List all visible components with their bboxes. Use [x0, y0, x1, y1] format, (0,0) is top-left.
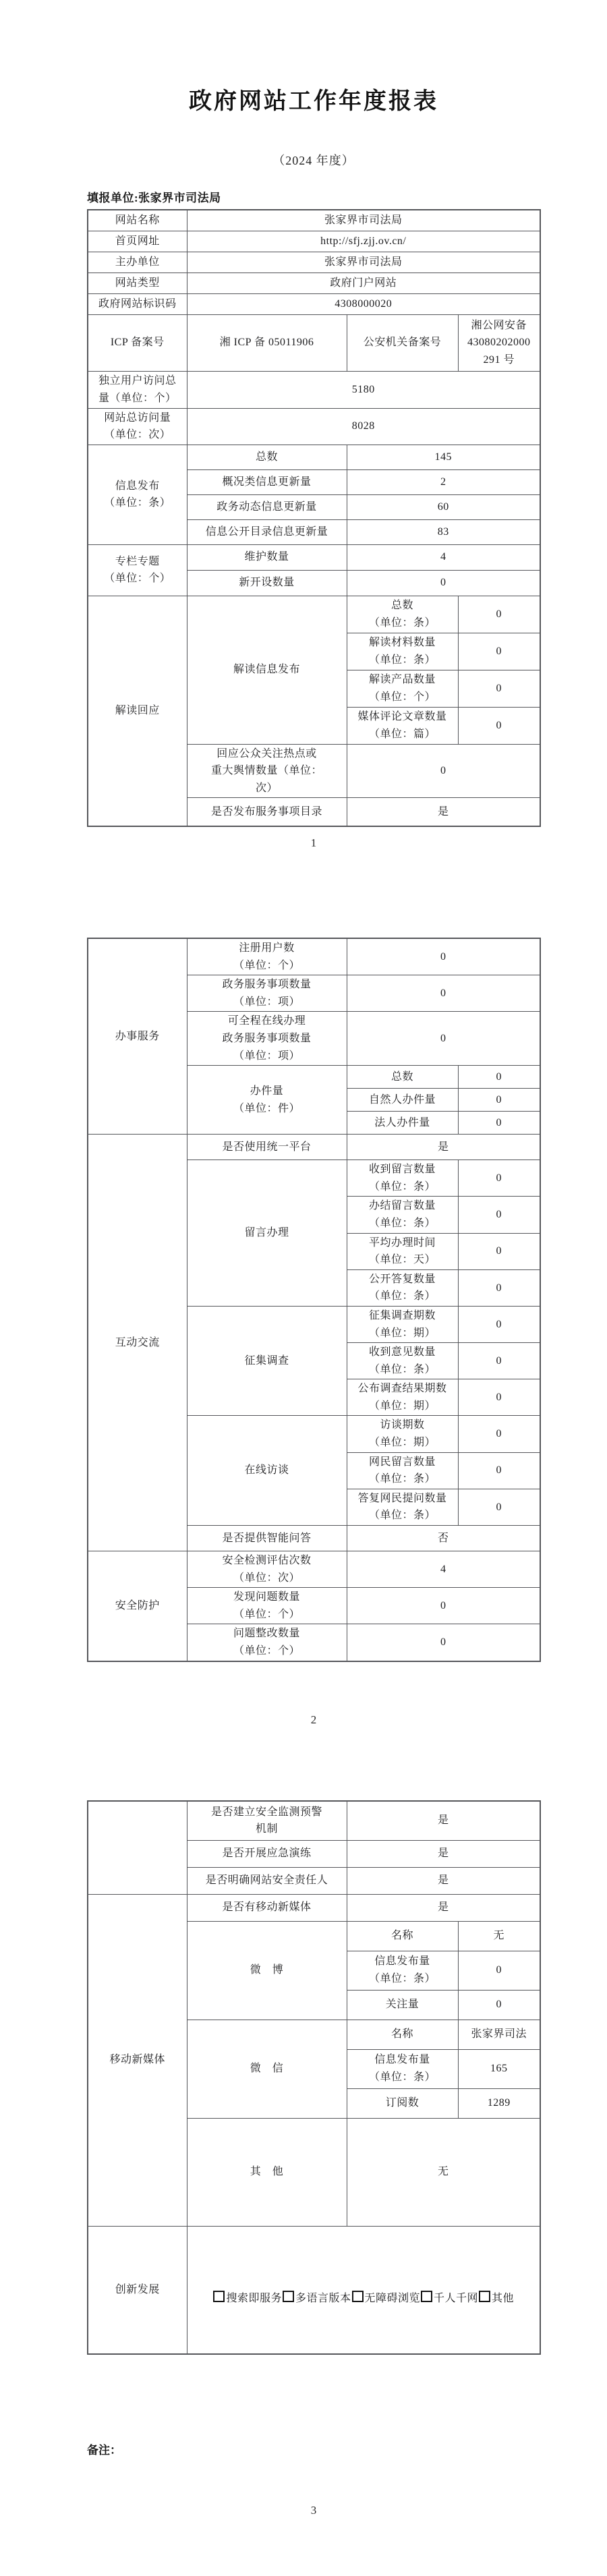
- smart-qa-value: 否: [347, 1526, 540, 1551]
- unified-platform-value: 是: [347, 1135, 540, 1160]
- table-row: [88, 544, 540, 570]
- innovation-option-label: 多语言版本: [295, 2292, 351, 2304]
- service-directory-value: 是: [347, 798, 540, 826]
- interpret-publish-label: 解读信息发布: [187, 596, 347, 744]
- innovation-option: [282, 2293, 351, 2304]
- checkbox-icon: [479, 2291, 490, 2302]
- police-filing-value: 湘公网安备 43080202000 291 号: [458, 314, 540, 371]
- sub-row-value: 0: [347, 1588, 540, 1624]
- sub-row-value: 0: [458, 1452, 540, 1489]
- sub-row-value: 4: [347, 1551, 540, 1588]
- table-row: [88, 1135, 540, 1160]
- security-cont-empty-cell: [88, 1801, 187, 1894]
- mobile-media-group-label: 移动新媒体: [88, 1894, 187, 2226]
- table-row: [88, 371, 540, 408]
- sub-row-value: 0: [458, 1489, 540, 1525]
- sub-row-label: 是否明确网站安全责任人: [187, 1867, 347, 1894]
- innovation-option-label: 搜索即服务: [226, 2292, 282, 2304]
- sub-row-value: 0: [458, 1306, 540, 1342]
- sub-row-label: 政务动态信息更新量: [187, 494, 347, 519]
- sub-row-label: 总数 （单位：条）: [347, 596, 458, 633]
- sub-row-label: 政务服务事项数量 （单位：项）: [187, 975, 347, 1012]
- sub-row-label: 名称: [347, 2020, 458, 2049]
- home-url-value: http://sfj.zjj.ov.cn/: [187, 231, 540, 252]
- sub-row-value: 是: [347, 1840, 540, 1867]
- sub-row-label: 名称: [347, 1921, 458, 1951]
- checkbox-icon: [283, 2291, 294, 2302]
- sub-row-label: 问题整改数量 （单位：个）: [187, 1624, 347, 1661]
- sub-row-value: 0: [458, 633, 540, 670]
- sub-row-value: 0: [347, 1624, 540, 1661]
- table-row: [88, 314, 540, 371]
- sub-row-label: 新开设数量: [187, 570, 347, 596]
- table-row: [88, 2226, 540, 2354]
- report-year-subtitle: （2024 年度）: [272, 154, 355, 167]
- other-media-value: 无: [347, 2118, 540, 2226]
- sub-row-value: 0: [458, 1990, 540, 2020]
- unified-platform-label: 是否使用统一平台: [187, 1135, 347, 1160]
- police-filing-label: 公安机关备案号: [347, 314, 458, 371]
- sub-row-label: 概况类信息更新量: [187, 469, 347, 494]
- message-handling-label: 留言办理: [187, 1160, 347, 1307]
- sub-row-value: 0: [458, 1343, 540, 1379]
- interview-label: 在线访谈: [187, 1416, 347, 1526]
- sponsor-label: 主办单位: [88, 252, 187, 273]
- unique-visitors-label: 独立用户访问总 量（单位：个）: [88, 371, 187, 408]
- sub-row-label: 订阅数: [347, 2088, 458, 2118]
- sub-row-label: 信息发布量 （单位：条）: [347, 1951, 458, 1990]
- sub-row-value: 0: [458, 1416, 540, 1452]
- page2-table: [87, 938, 541, 1662]
- sub-row-value: 是: [347, 1867, 540, 1894]
- sub-row-value: 0: [458, 707, 540, 744]
- innovation-option-label: 无障碍浏览: [364, 2292, 421, 2304]
- hot-response-label: 回应公众关注热点或 重大舆情数量（单位： 次）: [187, 744, 347, 798]
- total-visits-value: 8028: [187, 408, 540, 445]
- sub-row-value: 165: [458, 2049, 540, 2088]
- table-row: [88, 210, 540, 231]
- sub-row-value: 0: [458, 1089, 540, 1112]
- sub-row-value: 0: [458, 1160, 540, 1197]
- sub-row-label: 维护数量: [187, 544, 347, 570]
- sub-row-value: 0: [458, 1379, 540, 1416]
- table-row: [88, 445, 540, 469]
- wechat-label: 微 信: [187, 2020, 347, 2118]
- sub-row-value: 145: [347, 445, 540, 469]
- table-row: [88, 231, 540, 252]
- sub-row-label: 征集调查期数 （单位：期）: [347, 1306, 458, 1342]
- sponsor-value: 张家界市司法局: [187, 252, 540, 273]
- info-publish-group-label: 信息发布 （单位：条）: [88, 445, 187, 544]
- sub-row-label: 网民留言数量 （单位：条）: [347, 1452, 458, 1489]
- innovation-option: [478, 2293, 514, 2304]
- sub-row-label: 自然人办件量: [347, 1089, 458, 1112]
- table-row: [88, 1801, 540, 1840]
- sub-row-label: 可全程在线办理 政务服务事项数量 （单位：项）: [187, 1012, 347, 1066]
- interpret-group-label: 解读回应: [88, 596, 187, 826]
- table-row: [88, 252, 540, 273]
- innovation-options-cell: [187, 2226, 540, 2354]
- table-row: [88, 408, 540, 445]
- total-visits-label: 网站总访问量 （单位：次）: [88, 408, 187, 445]
- interact-group-label: 互动交流: [88, 1135, 187, 1551]
- sub-row-value: 0: [458, 1066, 540, 1089]
- table-row: [88, 596, 540, 633]
- icp-label: ICP 备案号: [88, 314, 187, 371]
- sub-row-label: 解读产品数量 （单位：个）: [347, 670, 458, 707]
- sub-row-value: 张家界司法: [458, 2020, 540, 2049]
- innovation-option-label: 其他: [492, 2292, 515, 2304]
- site-name-label: 网站名称: [88, 210, 187, 231]
- sub-row-label: 答复网民提问数量 （单位：条）: [347, 1489, 458, 1525]
- page1-table: [87, 209, 541, 827]
- sub-row-value: 0: [458, 1112, 540, 1135]
- sub-row-value: 是: [347, 1801, 540, 1840]
- sub-row-value: 0: [347, 938, 540, 975]
- sub-row-label: 注册用户数 （单位：个）: [187, 938, 347, 975]
- sub-row-label: 总数: [347, 1066, 458, 1089]
- innovation-option: [351, 2293, 421, 2304]
- handling-volume-label: 办件量 （单位：件）: [187, 1066, 347, 1135]
- smart-qa-label: 是否提供智能问答: [187, 1526, 347, 1551]
- sub-row-label: 公开答复数量 （单位：条）: [347, 1269, 458, 1306]
- sub-row-value: 4: [347, 544, 540, 570]
- service-group-label: 办事服务: [88, 938, 187, 1135]
- site-name-value: 张家界市司法局: [187, 210, 540, 231]
- sub-row-value: 0: [458, 1951, 540, 1990]
- unique-visitors-value: 5180: [187, 371, 540, 408]
- icp-value: 湘 ICP 备 05011906: [187, 314, 347, 371]
- sub-row-value: 0: [458, 1269, 540, 1306]
- other-media-label: 其 他: [187, 2118, 347, 2226]
- innovation-group-label: 创新发展: [88, 2226, 187, 2354]
- weibo-label: 微 博: [187, 1921, 347, 2020]
- sub-row-label: 法人办件量: [347, 1112, 458, 1135]
- checkbox-icon: [213, 2291, 225, 2302]
- site-type-value: 政府门户网站: [187, 273, 540, 293]
- innovation-option: [212, 2293, 282, 2304]
- sub-row-value: 0: [458, 1197, 540, 1233]
- sub-row-label: 收到意见数量 （单位：条）: [347, 1343, 458, 1379]
- sub-row-label: 发现问题数量 （单位：个）: [187, 1588, 347, 1624]
- sub-row-label: 是否开展应急演练: [187, 1840, 347, 1867]
- sub-row-label: 总数: [187, 445, 347, 469]
- table-row: [88, 1551, 540, 1588]
- sub-row-value: 0: [458, 1233, 540, 1269]
- page-number-1: 1: [310, 836, 317, 849]
- table-row: [88, 293, 540, 314]
- sub-row-value: 60: [347, 494, 540, 519]
- checkbox-icon: [352, 2291, 364, 2302]
- sub-row-label: 办结留言数量 （单位：条）: [347, 1197, 458, 1233]
- has-mobile-media-label: 是否有移动新媒体: [187, 1894, 347, 1921]
- page3-table: [87, 1800, 541, 2355]
- innovation-option: [420, 2293, 478, 2304]
- checkbox-icon: [421, 2291, 432, 2302]
- table-row: [88, 273, 540, 293]
- sub-row-value: 0: [347, 1012, 540, 1066]
- hot-response-value: 0: [347, 744, 540, 798]
- page-number-2: 2: [310, 1713, 317, 1726]
- special-columns-group-label: 专栏专题 （单位：个）: [88, 544, 187, 596]
- sub-row-label: 媒体评论文章数量 （单位：篇）: [347, 707, 458, 744]
- survey-label: 征集调查: [187, 1306, 347, 1416]
- sub-row-label: 公布调查结果期数 （单位：期）: [347, 1379, 458, 1416]
- sub-row-value: 2: [347, 469, 540, 494]
- site-code-label: 政府网站标识码: [88, 293, 187, 314]
- page-number-3: 3: [310, 2504, 317, 2517]
- sub-row-label: 关注量: [347, 1990, 458, 2020]
- security-group-label: 安全防护: [88, 1551, 187, 1661]
- table-row: [88, 938, 540, 975]
- site-code-value: 4308000020: [187, 293, 540, 314]
- sub-row-value: 83: [347, 519, 540, 544]
- note-label: 备注：: [87, 2444, 121, 2457]
- innovation-option-label: 千人千网: [434, 2292, 479, 2304]
- home-url-label: 首页网址: [88, 231, 187, 252]
- sub-row-value: 1289: [458, 2088, 540, 2118]
- site-type-label: 网站类型: [88, 273, 187, 293]
- sub-row-label: 是否建立安全监测预警 机制: [187, 1801, 347, 1840]
- service-directory-label: 是否发布服务事项目录: [187, 798, 347, 826]
- filing-unit-label: 填报单位:张家界市司法局: [87, 192, 221, 204]
- sub-row-label: 访谈期数 （单位：期）: [347, 1416, 458, 1452]
- sub-row-label: 安全检测评估次数 （单位：次）: [187, 1551, 347, 1588]
- sub-row-label: 信息公开目录信息更新量: [187, 519, 347, 544]
- page-title: 政府网站工作年度报表: [189, 88, 438, 114]
- sub-row-label: 信息发布量 （单位：条）: [347, 2049, 458, 2088]
- has-mobile-media-value: 是: [347, 1894, 540, 1921]
- sub-row-value: 0: [458, 670, 540, 707]
- sub-row-value: 0: [347, 570, 540, 596]
- sub-row-value: 无: [458, 1921, 540, 1951]
- sub-row-value: 0: [458, 596, 540, 633]
- sub-row-value: 0: [347, 975, 540, 1012]
- sub-row-label: 平均办理时间 （单位：天）: [347, 1233, 458, 1269]
- table-row: [88, 1894, 540, 1921]
- sub-row-label: 解读材料数量 （单位：条）: [347, 633, 458, 670]
- sub-row-label: 收到留言数量 （单位：条）: [347, 1160, 458, 1197]
